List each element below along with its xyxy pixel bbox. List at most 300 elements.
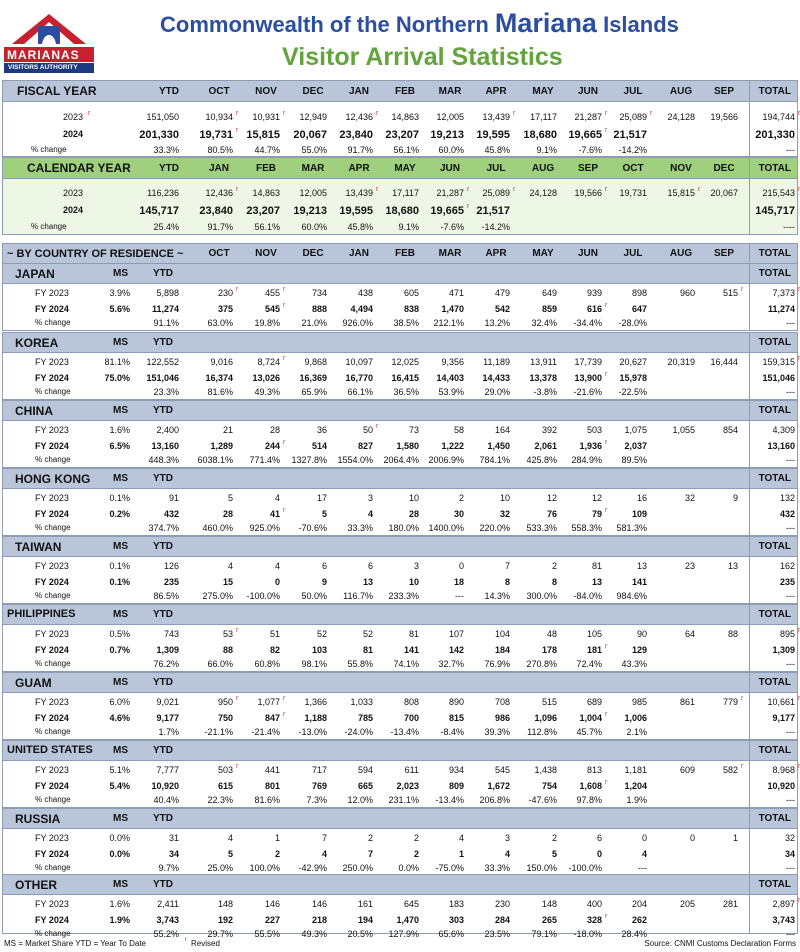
country-name: KOREA <box>15 336 59 350</box>
month-cell: 9 <box>321 577 327 587</box>
month-cell: 0 <box>689 833 695 843</box>
total-header: TOTAL <box>758 405 791 416</box>
month-cell: 8 <box>504 577 510 587</box>
revised-mark: r <box>236 127 239 134</box>
month-cell: 734 <box>311 288 327 298</box>
month-cell: 23,840 <box>199 205 233 217</box>
month-cell: 515 <box>722 288 738 298</box>
month-cell: 66.1% <box>347 387 373 397</box>
month-cell: 98.1% <box>301 659 327 669</box>
month-cell: 146 <box>264 899 280 909</box>
month-cell: 89.5% <box>621 455 647 465</box>
ytd-header: YTD <box>153 879 173 890</box>
month-cell: 1,450 <box>487 441 510 451</box>
month-cell: 13.2% <box>484 318 510 328</box>
month-cell: 16,369 <box>299 373 327 383</box>
ytd-cell: 11,274 <box>151 304 179 314</box>
month-cell: 2 <box>274 849 280 859</box>
country-section-philippines <box>2 604 798 672</box>
total-cell: 235 <box>779 577 795 587</box>
month-header: JUN <box>577 85 598 97</box>
month-cell: 985 <box>631 697 647 707</box>
month-cell: 91.7% <box>207 222 233 232</box>
month-cell: 1,608 <box>579 781 602 791</box>
month-cell: 7.3% <box>306 795 327 805</box>
revised-mark: r <box>798 627 800 634</box>
revised-mark: r <box>605 371 608 378</box>
month-cell: 81 <box>591 561 602 571</box>
total-cell: --- <box>786 145 795 155</box>
month-cell: 23,207 <box>246 205 280 217</box>
month-cell: 141 <box>631 577 647 587</box>
month-cell: 32 <box>684 493 695 503</box>
total-cell: 132 <box>779 493 795 503</box>
row-label: FY 2023 <box>35 493 69 503</box>
market-share-cell: 0.5% <box>109 629 130 639</box>
month-cell: 7 <box>321 833 327 843</box>
month-cell: -100.0% <box>568 863 602 873</box>
month-cell: 1,366 <box>304 697 327 707</box>
month-cell: 21,287 <box>436 188 464 198</box>
month-cell: 542 <box>494 304 510 314</box>
revised-mark: r <box>236 763 239 770</box>
month-cell: 15 <box>222 577 233 587</box>
month-cell: 284.9% <box>571 455 602 465</box>
month-cell: 150.0% <box>526 863 557 873</box>
total-cell: 10,920 <box>767 781 795 791</box>
month-cell: 2 <box>458 493 464 503</box>
ytd-cell: 432 <box>163 509 179 519</box>
month-cell: 18,680 <box>523 129 557 141</box>
country-name: OTHER <box>15 878 57 892</box>
month-cell: 55.8% <box>347 659 373 669</box>
month-cell: 14,863 <box>252 188 280 198</box>
month-cell: 441 <box>264 765 280 775</box>
month-cell: 205 <box>679 899 695 909</box>
row-label: FY 2024 <box>35 509 69 519</box>
month-cell: 7 <box>504 561 510 571</box>
month-cell: 12,005 <box>299 188 327 198</box>
month-cell: 8,724 <box>257 357 280 367</box>
month-cell: -34.4% <box>573 318 602 328</box>
month-cell: 2006.9% <box>428 455 464 465</box>
month-cell: 438 <box>357 288 373 298</box>
month-cell: 1,004 <box>579 713 602 723</box>
total-cell: 895 <box>779 629 795 639</box>
month-cell: 18,680 <box>385 205 419 217</box>
country-name: GUAM <box>15 676 52 690</box>
ytd-cell: 10,920 <box>151 781 179 791</box>
total-divider <box>749 469 750 535</box>
row-label: % change <box>35 387 71 396</box>
market-share-cell: 0.1% <box>109 561 130 571</box>
ms-header: MS <box>113 609 128 620</box>
month-cell: 6 <box>321 561 327 571</box>
total-header: TOTAL <box>758 163 791 174</box>
total-header: TOTAL <box>758 609 791 620</box>
total-divider <box>749 158 750 234</box>
month-cell: 984.6% <box>616 591 647 601</box>
month-cell: -70.6% <box>298 523 327 533</box>
month-cell: 12,436 <box>205 188 233 198</box>
total-cell: 9,177 <box>772 713 795 723</box>
month-cell: 14.3% <box>484 591 510 601</box>
month-cell: 194 <box>357 915 373 925</box>
month-cell: 19,731 <box>619 188 647 198</box>
country-name: UNITED STATES <box>7 744 93 756</box>
revised-mark: r <box>376 423 379 430</box>
month-cell: 181 <box>586 645 602 655</box>
month-cell: 45.7% <box>576 727 602 737</box>
month-cell: 801 <box>264 781 280 791</box>
month-cell: 1,075 <box>624 425 647 435</box>
total-cell: 3,743 <box>772 915 795 925</box>
total-header: TOTAL <box>758 86 791 97</box>
month-cell: 19,665 <box>568 129 602 141</box>
total-cell: --- <box>786 727 795 737</box>
month-cell: 15,815 <box>246 129 280 141</box>
total-cell: ---- <box>783 222 795 232</box>
month-cell: 605 <box>403 288 419 298</box>
revised-mark: r <box>798 286 800 293</box>
month-header: DEC <box>302 248 324 259</box>
month-cell: 6 <box>367 561 373 571</box>
month-cell: 250.0% <box>342 863 373 873</box>
month-cell: 206.8% <box>479 795 510 805</box>
month-cell: 58 <box>453 425 464 435</box>
month-cell: 859 <box>541 304 557 314</box>
month-cell: 1,580 <box>396 441 419 451</box>
ytd-cell: 5,898 <box>156 288 179 298</box>
month-cell: 14,863 <box>391 112 419 122</box>
month-cell: 15,815 <box>667 188 695 198</box>
month-cell: 97.8% <box>576 795 602 805</box>
month-cell: 82 <box>269 645 280 655</box>
ytd-cell: 1,309 <box>156 645 179 655</box>
total-header: TOTAL <box>758 745 791 756</box>
month-cell: 116.7% <box>343 591 373 601</box>
row-label: 2024 <box>63 205 84 215</box>
row-label: FY 2023 <box>35 697 69 707</box>
month-cell: 65.9% <box>301 387 327 397</box>
market-share-cell: 1.6% <box>109 899 130 909</box>
ytd-header: YTD <box>153 609 173 620</box>
month-cell: 262 <box>631 915 647 925</box>
revised-mark: r <box>283 355 286 362</box>
month-cell: 19,595 <box>339 205 373 217</box>
ytd-cell: 76.2% <box>153 659 179 669</box>
month-cell: 16,444 <box>710 357 738 367</box>
ytd-cell: 33.3% <box>153 145 179 155</box>
month-cell: 4 <box>274 493 280 503</box>
row-label: % change <box>35 591 71 600</box>
ytd-header: YTD <box>153 541 173 552</box>
month-cell: 615 <box>217 781 233 791</box>
ytd-header: YTD <box>153 813 173 824</box>
month-cell: 925.0% <box>249 523 280 533</box>
month-header: APR <box>485 248 507 259</box>
total-cell: 201,330 <box>755 129 795 141</box>
ms-header: MS <box>113 677 128 688</box>
row-label: % change <box>31 145 67 154</box>
month-cell: 20,067 <box>293 129 327 141</box>
revised-mark: r <box>798 897 800 904</box>
market-share-cell: 0.0% <box>109 849 130 859</box>
month-cell: 16 <box>636 493 647 503</box>
month-cell: -22.5% <box>618 387 647 397</box>
revised-mark: r <box>283 110 286 117</box>
month-cell: 4 <box>227 561 233 571</box>
month-cell: -28.0% <box>618 318 647 328</box>
month-cell: -47.6% <box>528 795 557 805</box>
total-cell: 7,373 <box>772 288 795 298</box>
month-cell: 9,016 <box>210 357 233 367</box>
market-share-cell: 0.2% <box>109 509 130 519</box>
revised-mark: r <box>513 186 516 193</box>
month-cell: 6 <box>596 833 602 843</box>
month-cell: 79 <box>591 509 602 519</box>
market-share-cell: 1.6% <box>109 425 130 435</box>
ytd-cell: 2,400 <box>156 425 179 435</box>
month-cell: 2064.4% <box>383 455 419 465</box>
market-share-cell: 5.4% <box>109 781 130 791</box>
month-cell: 1,936 <box>579 441 602 451</box>
total-cell: --- <box>786 929 795 939</box>
revised-mark: r <box>798 110 800 117</box>
row-label: FY 2023 <box>35 833 69 843</box>
month-cell: 164 <box>494 425 510 435</box>
month-cell: 1 <box>458 849 464 859</box>
month-cell: 20.5% <box>347 929 373 939</box>
row-label: % change <box>35 523 71 532</box>
month-cell: 29.7% <box>207 929 233 939</box>
month-cell: 0 <box>458 561 464 571</box>
month-cell: 36.5% <box>393 387 419 397</box>
month-cell: 28 <box>408 509 419 519</box>
month-cell: -7.6% <box>578 145 602 155</box>
revised-mark: r <box>236 110 239 117</box>
month-cell: 888 <box>311 304 327 314</box>
total-cell: 4,309 <box>772 425 795 435</box>
month-cell: 24,128 <box>529 188 557 198</box>
month-cell: 66.0% <box>207 659 233 669</box>
ytd-cell: 235 <box>163 577 179 587</box>
row-label: FY 2024 <box>35 304 69 314</box>
ytd-cell: 25.4% <box>153 222 179 232</box>
total-cell: 11,274 <box>767 304 795 314</box>
month-cell: 12 <box>591 493 602 503</box>
month-cell: 17 <box>316 493 327 503</box>
month-cell: 10,931 <box>252 112 280 122</box>
country-name: TAIWAN <box>15 540 62 554</box>
total-divider <box>749 333 750 399</box>
month-cell: 581.3% <box>616 523 647 533</box>
month-cell: 32.7% <box>438 659 464 669</box>
month-cell: 2 <box>413 849 419 859</box>
fiscal-year-section <box>2 80 798 157</box>
row-label: % change <box>35 318 71 327</box>
ytd-cell: 201,330 <box>139 129 179 141</box>
month-cell: 19,566 <box>710 112 738 122</box>
month-cell: 56.1% <box>393 145 419 155</box>
month-cell: 218 <box>311 915 327 925</box>
total-divider <box>749 81 750 156</box>
month-header: JAN <box>348 248 369 259</box>
month-cell: 1,438 <box>534 765 557 775</box>
month-cell: 400 <box>586 899 602 909</box>
month-cell: 30 <box>453 509 464 519</box>
page-header <box>0 0 800 80</box>
month-header: MAR <box>438 85 462 97</box>
month-cell: 284 <box>494 915 510 925</box>
month-cell: 45.8% <box>347 222 373 232</box>
section-title: FISCAL YEAR <box>17 84 97 98</box>
ytd-cell: 2,411 <box>157 899 179 909</box>
month-cell: 161 <box>357 899 373 909</box>
month-cell: 33.3% <box>347 523 373 533</box>
month-cell: -24.0% <box>344 727 373 737</box>
month-cell: 12,949 <box>299 112 327 122</box>
month-cell: 13,378 <box>529 373 557 383</box>
market-share-cell: 5.6% <box>109 304 130 314</box>
row-label: FY 2023 <box>35 765 69 775</box>
revised-mark: r <box>376 186 379 193</box>
month-cell: 38.5% <box>393 318 419 328</box>
month-cell: 19,213 <box>293 205 327 217</box>
ms-header: MS <box>113 879 128 890</box>
market-share-cell: 3.9% <box>109 288 130 298</box>
month-cell: 21,517 <box>476 205 510 217</box>
month-cell: 80.5% <box>207 145 233 155</box>
row-label: FY 2024 <box>35 645 69 655</box>
total-cell: --- <box>786 795 795 805</box>
ytd-cell: 743 <box>163 629 179 639</box>
month-cell: 2 <box>413 833 419 843</box>
total-cell: 10,661 <box>767 697 795 707</box>
month-cell: --- <box>638 863 647 873</box>
month-cell: 769 <box>311 781 327 791</box>
month-cell: -14.2% <box>618 145 647 155</box>
month-cell: 17,117 <box>530 112 557 122</box>
ytd-cell: 151,046 <box>146 373 179 383</box>
row-label: FY 2024 <box>35 713 69 723</box>
ytd-header: YTD <box>159 163 179 174</box>
month-cell: 1 <box>274 833 280 843</box>
market-share-cell: 6.5% <box>109 441 130 451</box>
month-cell: 10 <box>499 493 510 503</box>
country-name: JAPAN <box>15 267 55 281</box>
country-section-japan <box>2 263 798 331</box>
month-cell: 934 <box>448 765 464 775</box>
total-header: TOTAL <box>758 813 791 824</box>
month-cell: 20,067 <box>710 188 738 198</box>
month-cell: 5 <box>551 849 557 859</box>
market-share-cell: 0.1% <box>109 493 130 503</box>
month-cell: 1,672 <box>487 781 510 791</box>
footer-legend: MS = Market Share YTD = Year To Date <box>4 939 146 948</box>
revised-mark: r <box>236 695 239 702</box>
month-header: FEB <box>256 162 276 174</box>
month-cell: 13,439 <box>482 112 510 122</box>
month-cell: 1400.0% <box>428 523 464 533</box>
row-label: FY 2023 <box>35 288 69 298</box>
month-cell: 425.8% <box>526 455 557 465</box>
month-cell: 392 <box>541 425 557 435</box>
month-cell: 63.0% <box>207 318 233 328</box>
section-title: CALENDAR YEAR <box>27 161 131 175</box>
month-header: NOV <box>255 248 277 259</box>
month-cell: 81 <box>408 629 419 639</box>
country-name: RUSSIA <box>15 812 61 826</box>
month-cell: 88 <box>727 629 738 639</box>
ytd-cell: 9,021 <box>156 697 179 707</box>
month-cell: 460.0% <box>202 523 233 533</box>
month-cell: 1,188 <box>304 713 327 723</box>
month-cell: 16,415 <box>391 373 419 383</box>
row-label: % change <box>35 929 71 938</box>
month-cell: 60.0% <box>438 145 464 155</box>
revised-mark: r <box>236 627 239 634</box>
row-label: % change <box>35 455 71 464</box>
month-cell: 0 <box>274 577 280 587</box>
month-cell: 25,089 <box>482 188 510 198</box>
month-cell: 960 <box>679 288 695 298</box>
ms-header: MS <box>113 268 128 279</box>
month-cell: 23.5% <box>484 929 510 939</box>
month-cell: -21.1% <box>204 727 233 737</box>
month-cell: 14,433 <box>482 373 510 383</box>
month-cell: 233.3% <box>388 591 419 601</box>
ytd-cell: 151,050 <box>146 112 179 122</box>
month-cell: 4 <box>274 561 280 571</box>
row-label: 2024 <box>63 129 84 139</box>
month-cell: 270.8% <box>526 659 557 669</box>
month-cell: 21,517 <box>613 129 647 141</box>
country-section-guam <box>2 672 798 740</box>
month-cell: 49.3% <box>254 387 280 397</box>
ytd-cell: 9,177 <box>156 713 179 723</box>
month-cell: 88 <box>222 645 233 655</box>
month-cell: 25.0% <box>207 863 233 873</box>
month-header: APR <box>485 85 507 97</box>
ytd-header: YTD <box>153 677 173 688</box>
month-cell: 275.0% <box>202 591 233 601</box>
month-cell: -8.4% <box>440 727 464 737</box>
month-cell: 19,731 <box>199 129 233 141</box>
month-cell: 5 <box>321 509 327 519</box>
month-cell: 1,470 <box>396 915 419 925</box>
total-cell: 162 <box>779 561 795 571</box>
month-cell: 815 <box>448 713 464 723</box>
total-cell: 194,744 <box>762 112 795 122</box>
month-cell: -3.8% <box>533 387 557 397</box>
revised-mark: r <box>283 439 286 446</box>
total-divider <box>749 875 750 933</box>
month-cell: 13,439 <box>345 188 373 198</box>
month-cell: 13,911 <box>530 357 557 367</box>
month-cell: 4,494 <box>350 304 373 314</box>
market-share-cell: 6.0% <box>109 697 130 707</box>
month-cell: 25,089 <box>619 112 647 122</box>
month-cell: 36 <box>316 425 327 435</box>
revised-mark: r <box>283 507 286 514</box>
month-cell: 141 <box>403 645 419 655</box>
revised-mark: r <box>741 695 744 702</box>
month-cell: -13.4% <box>435 795 464 805</box>
month-cell: 76.9% <box>484 659 510 669</box>
month-cell: 192 <box>217 915 233 925</box>
month-cell: 986 <box>494 713 510 723</box>
